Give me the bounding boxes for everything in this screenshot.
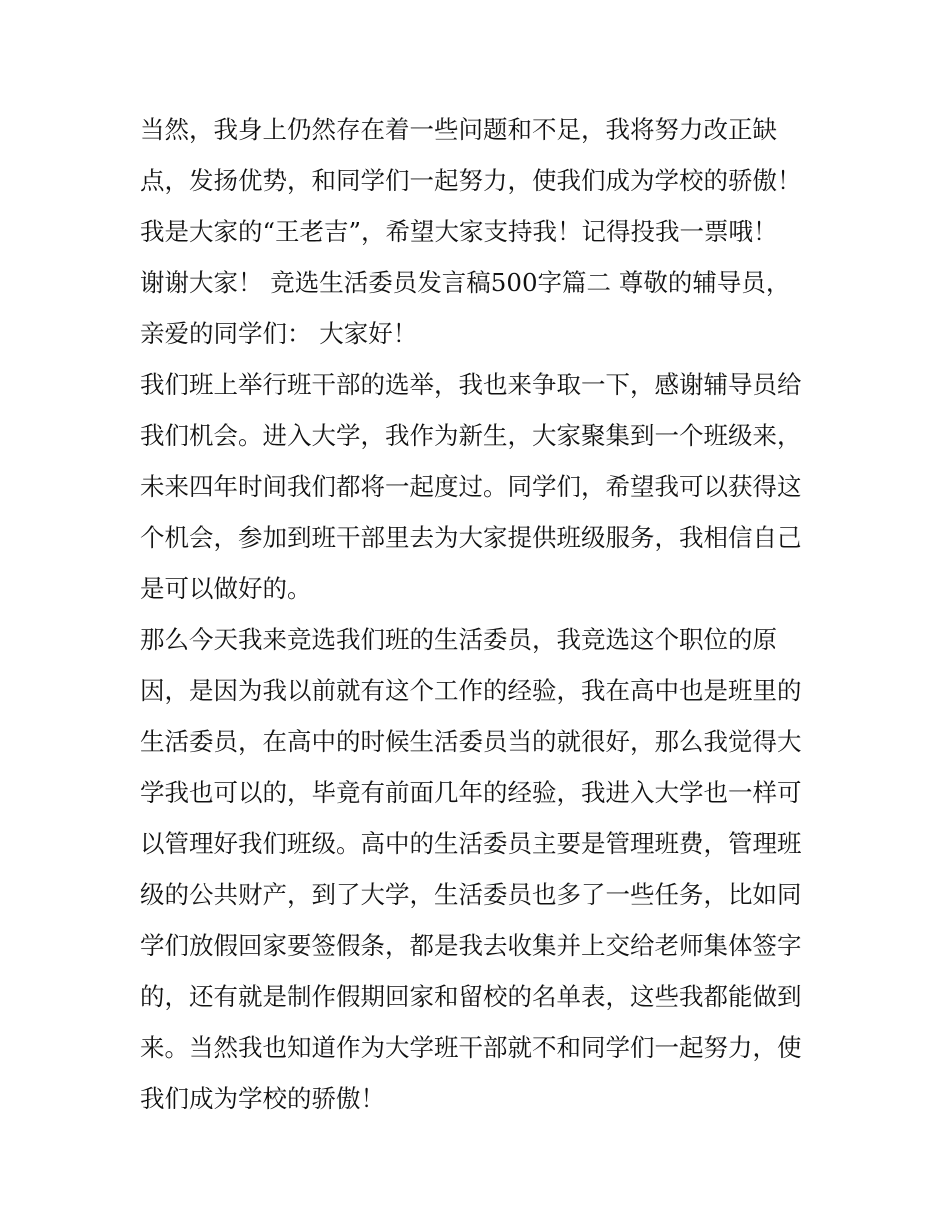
text-line: 亲爱的同学们： 大家好！	[140, 319, 418, 348]
text-line: 未来四年时间我们都将一起度过。同学们，希望我可以获得这	[140, 472, 802, 501]
text-line: 是可以做好的。	[140, 574, 312, 603]
text-line: 来。当然我也知道作为大学班干部就不和同学们一起努力，使	[140, 1033, 802, 1062]
text-line: 那么今天我来竞选我们班的生活委员，我竞选这个职位的原	[140, 625, 777, 654]
text-line: 个机会，参加到班干部里去为大家提供班级服务，我相信自己	[140, 523, 802, 552]
text-line: 以管理好我们班级。高中的生活委员主要是管理班费，管理班	[140, 829, 802, 858]
document-body	[140, 104, 830, 1124]
text-line: 因，是因为我以前就有这个工作的经验，我在高中也是班里的	[140, 676, 802, 705]
text-line: 生活委员，在高中的时候生活委员当的就很好，那么我觉得大	[140, 727, 802, 756]
text-line: 级的公共财产，到了大学，生活委员也多了一些任务，比如同	[140, 880, 802, 909]
text-line: 我是大家的“王老吉”，希望大家支持我！记得投我一票哦！	[140, 217, 778, 246]
text-line: 我们机会。进入大学，我作为新生，大家聚集到一个班级来，	[140, 421, 802, 450]
text-line: 谢谢大家！ 竞选生活委员发言稿500字篇二 尊敬的辅导员，	[140, 268, 791, 297]
text-line: 点，发扬优势，和同学们一起努力，使我们成为学校的骄傲！	[140, 166, 802, 195]
text-line: 的，还有就是制作假期回家和留校的名单表，这些我都能做到	[140, 982, 802, 1011]
text-line: 学们放假回家要签假条，都是我去收集并上交给老师集体签字	[140, 931, 802, 960]
text-line: 我们成为学校的骄傲！	[140, 1084, 385, 1113]
text-line: 我们班上举行班干部的选举，我也来争取一下，感谢辅导员给	[140, 370, 802, 399]
text-line: 学我也可以的，毕竟有前面几年的经验，我进入大学也一样可	[140, 778, 802, 807]
text-line: 当然，我身上仍然存在着一些问题和不足，我将努力改正缺	[140, 115, 777, 144]
